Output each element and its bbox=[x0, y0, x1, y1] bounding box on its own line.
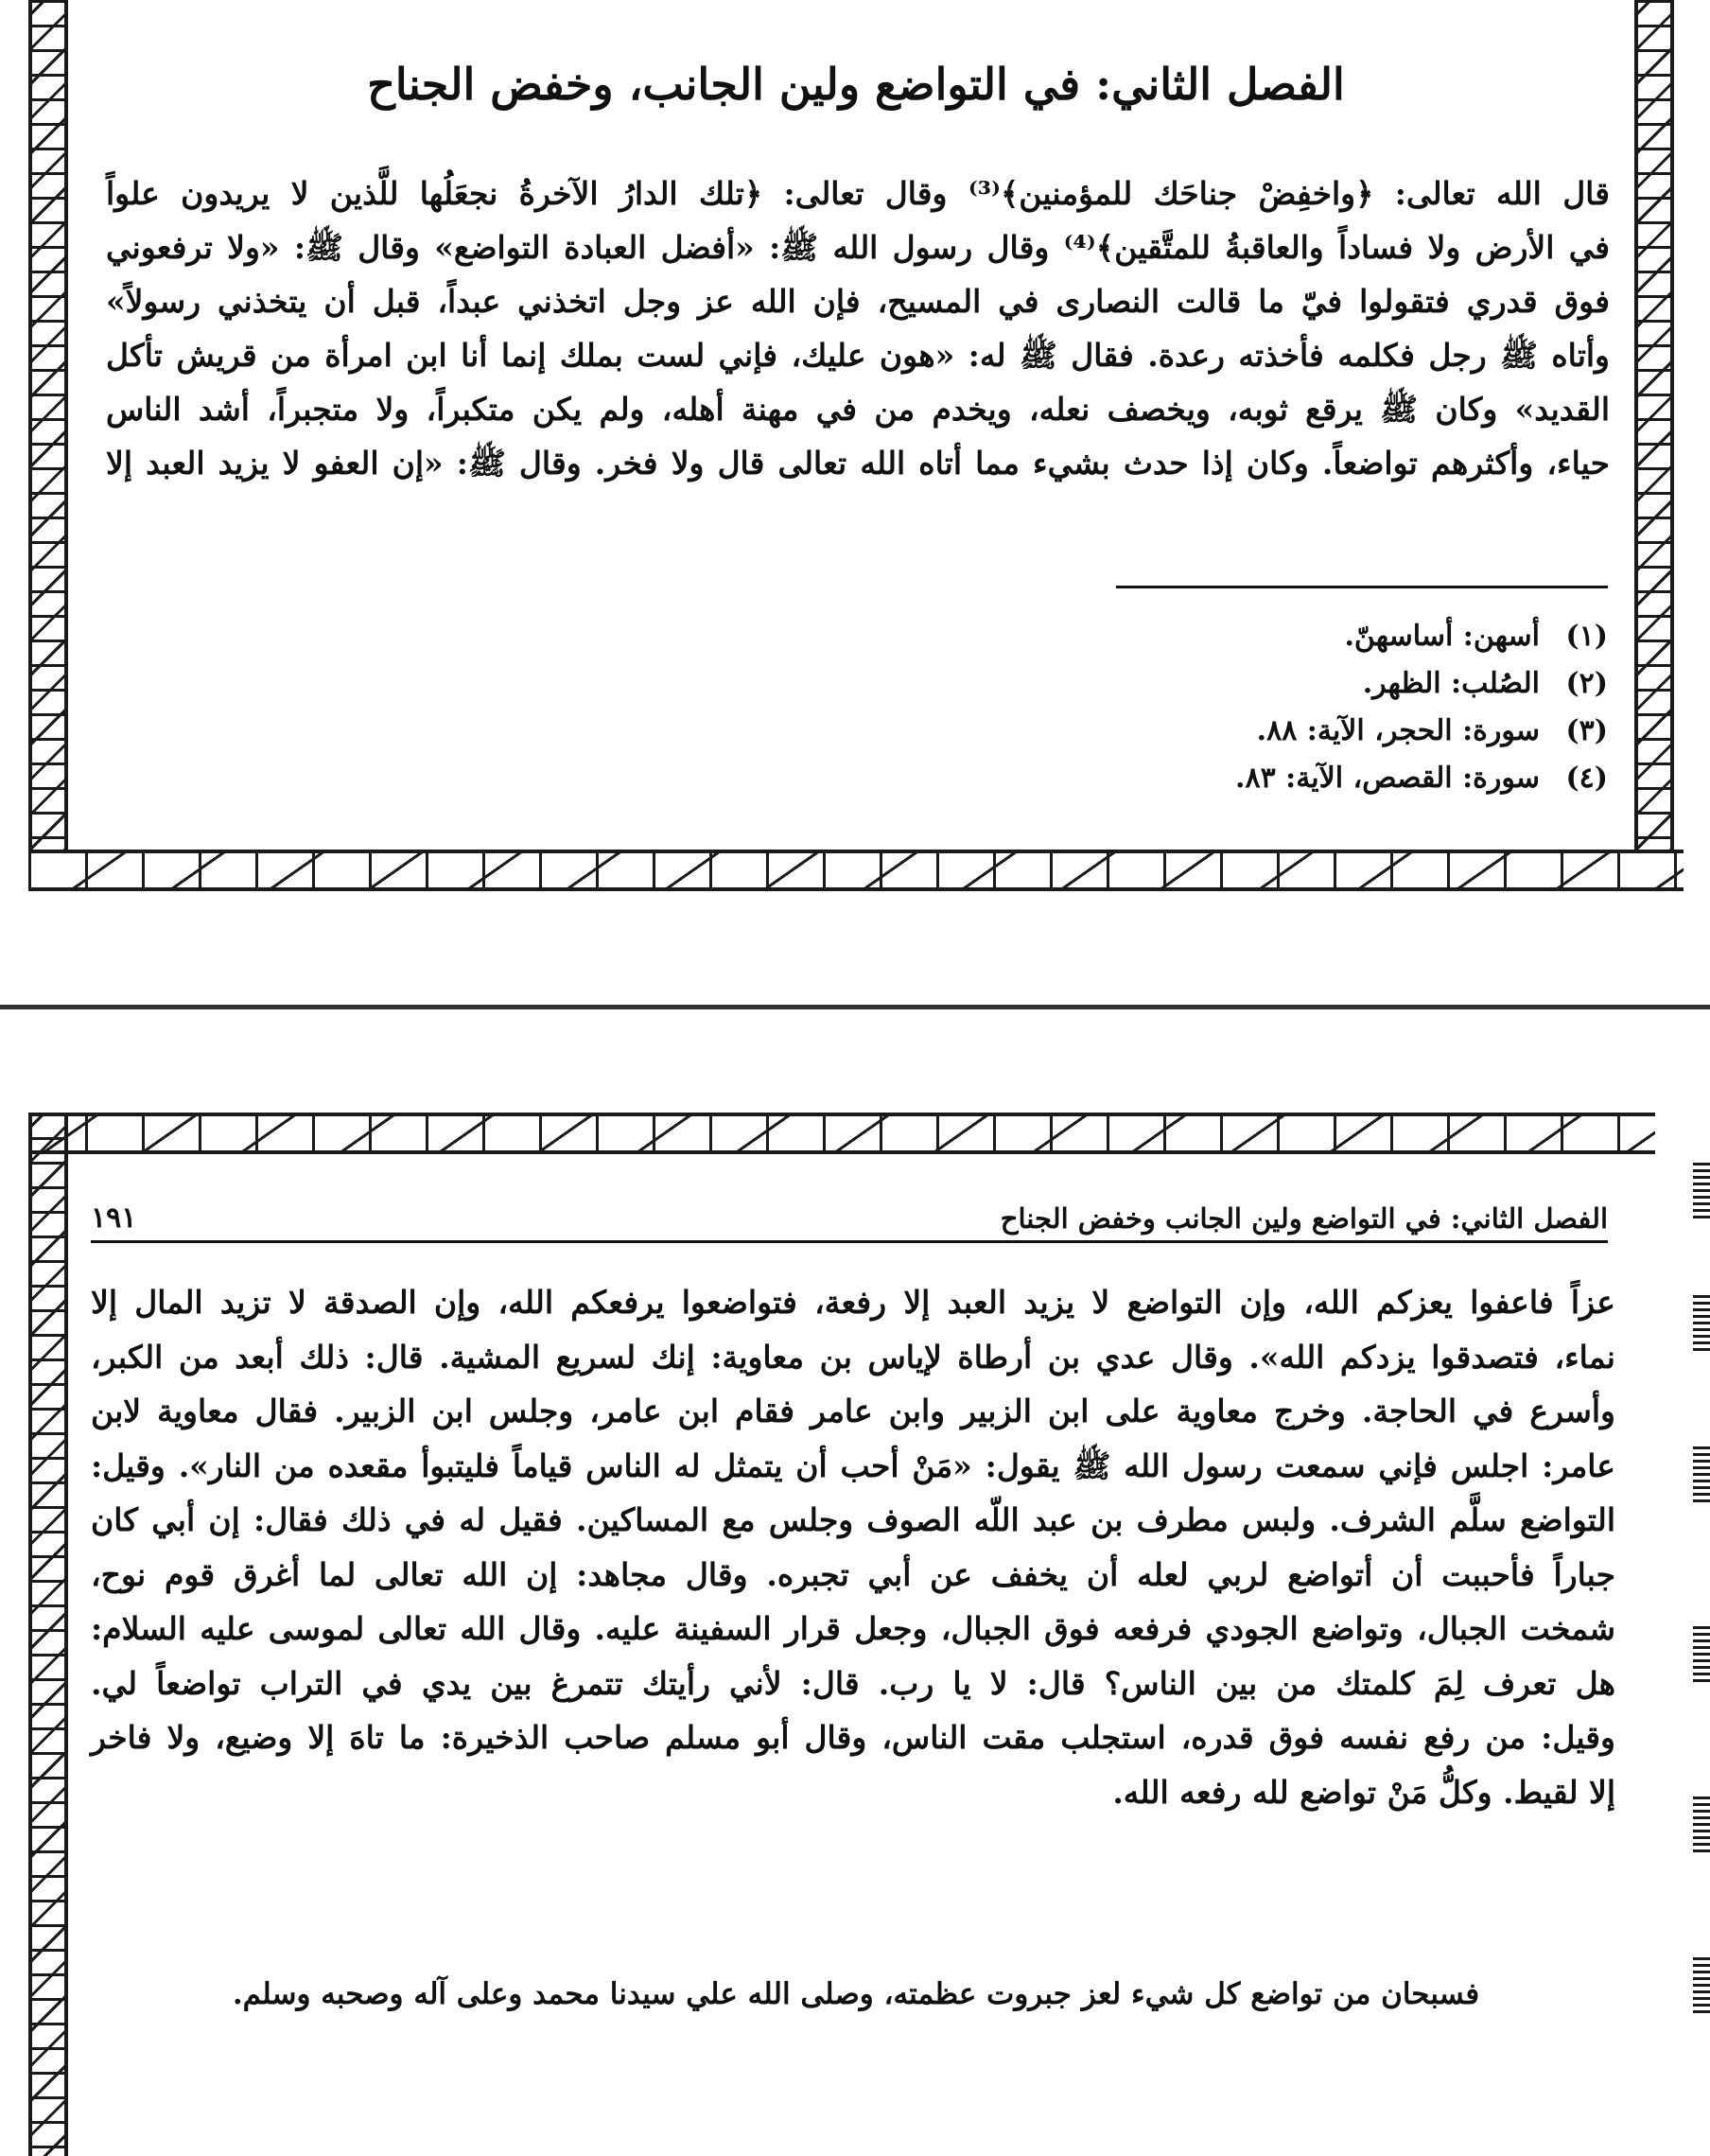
bottom-body-text bbox=[91, 1275, 1615, 1819]
body-line: فوق قدري فتقولوا فيّ ما قالت النصارى في المسيح، فإن الله عز وجل اتخذني عبداً، قبل أن يتخذني رسولاً» bbox=[106, 283, 1610, 320]
top-body-text bbox=[106, 167, 1610, 490]
footnote-text: أسهن: أساسهنّ. bbox=[1344, 620, 1540, 653]
ornamental-border-top bbox=[28, 1113, 1655, 1154]
chapter-title: الفصل الثاني: في التواضع ولين الجانب، وخفض الجناح bbox=[367, 59, 1345, 110]
page-separator bbox=[0, 1005, 1710, 1009]
running-header-title: الفصل الثاني: في التواضع ولين الجانب وخفض الجناح bbox=[1000, 1202, 1608, 1235]
footnote-1 bbox=[1235, 613, 1608, 660]
footnote-number: (١) bbox=[1565, 620, 1608, 653]
ornamental-border-left bbox=[28, 0, 68, 851]
footnote-2 bbox=[1235, 660, 1608, 708]
footnote-text: الصُلب: الظهر. bbox=[1362, 667, 1540, 700]
ornamental-border-left bbox=[28, 1113, 68, 2156]
binding-mark bbox=[1693, 1446, 1710, 1502]
body-line: وقيل: من رفع نفسه فوق قدره، استجلب مقت الناس، وقال أبو مسلم صاحب الذخيرة: ما تاهَ إلا وضيع، ولا فاخر bbox=[91, 1719, 1615, 1756]
top-page bbox=[0, 0, 1710, 901]
body-line: التواضع سلَّم الشرف. ولبس مطرف بن عبد اللّه الصوف وجلس مع المساكين. فقيل له في ذلك فقال: إن أبي كان bbox=[91, 1501, 1615, 1538]
binding-mark bbox=[1693, 1956, 1710, 2013]
binding-mark bbox=[1693, 1625, 1710, 1682]
body-line: في الأرض ولا فساداً والعاقبةُ للمتَّقين﴾⁽⁴⁾ وقال رسول الله ﷺ: «أفضل العبادة التواضع» وقال ﷺ: «ولا ترفعوني bbox=[106, 229, 1610, 266]
body-line: هل تعرف لِمَ كلمتك من بين الناس؟ قال: لا يا رب. قال: لأني رأيتك تتمرغ بين يدي في التراب تواضعاً لي. bbox=[91, 1664, 1615, 1702]
body-line: جباراً فأحببت أن أتواضع لربي لعله أن يخفف عن أبي تجبره. وقال مجاهد: إن الله تعالى لما أغرق قوم نوح، bbox=[91, 1555, 1615, 1593]
ornamental-border-right bbox=[1634, 0, 1674, 851]
body-line: وأتاه ﷺ رجل فكلمه فأخذته رعدة. فقال ﷺ له: «هون عليك، فإني لست بملك إنما أنا ابن امرأة من قريش تأكل bbox=[106, 337, 1610, 374]
body-line: حياء، وأكثرهم تواضعاً. وكان إذا حدث بشيء مما أتاه الله تعالى قال ولا فخر. وقال ﷺ: «إن العفو لا يزيد العبد إلا bbox=[106, 445, 1610, 482]
running-header bbox=[91, 1201, 1608, 1243]
body-line: عامر: اجلس فإني سمعت رسول الله ﷺ يقول: «مَنْ أحب أن يتمثل له الناس قياماً فليتبوأ مقعده من النار». وقيل: bbox=[91, 1446, 1615, 1484]
footnote-number: (٣) bbox=[1565, 714, 1608, 747]
footnote-3 bbox=[1235, 708, 1608, 755]
binding-mark bbox=[1693, 1162, 1710, 1218]
footnote-divider bbox=[1116, 586, 1608, 588]
footnote-text: سورة: القصص، الآية: ٨٣. bbox=[1235, 762, 1540, 795]
closing-line: فسبحان من تواضع كل شيء لعز جبروت عظمته، وصلى الله علي سيدنا محمد وعلى آله وصحبه وسلم. bbox=[232, 1977, 1480, 2011]
footnote-number: (٢) bbox=[1565, 667, 1608, 700]
body-line: وأسرع في الحاجة. وخرج معاوية على ابن الزبير وابن عامر فقام ابن عامر، وجلس ابن الزبير. فقال معاوية لابن bbox=[91, 1393, 1615, 1429]
body-line: القديد» وكان ﷺ يرقع ثوبه، ويخصف نعله، ويخدم من في مهنة أهله، ولم يكن متكبراً، ولا متجبراً، أشد الناس bbox=[106, 391, 1610, 428]
footnote-4 bbox=[1235, 755, 1608, 802]
ornamental-border-bottom bbox=[28, 850, 1684, 891]
body-line: إلا لقيط. وكلُّ مَنْ تواضع لله رفعه الله. bbox=[1112, 1773, 1615, 1811]
footnote-text: سورة: الحجر، الآية: ٨٨. bbox=[1256, 714, 1540, 747]
binding-mark bbox=[1693, 1294, 1710, 1351]
body-line: نماء، فتصدقوا يزدكم الله». وقال عدي بن أرطاة لإياس بن معاوية: إنك لسريع المشية. قال: ذلك أبعد من الكبر، bbox=[91, 1338, 1615, 1376]
footnotes bbox=[1235, 613, 1608, 802]
binding-mark bbox=[1693, 1796, 1710, 1852]
body-line: عزاً فاعفوا يعزكم الله، وإن التواضع لا يزيد العبد إلا رفعة، فتواضعوا يرفعكم الله، وإن الصدقة لا تزيد المال إلا bbox=[91, 1284, 1615, 1321]
footnote-number: (٤) bbox=[1565, 762, 1608, 795]
page-number: ١٩١ bbox=[91, 1201, 137, 1235]
body-line: شمخت الجبال، وتواضع الجودي فرفعه فوق الجبال، وجعل قرار السفينة عليه. وقال الله تعالى لموسى عليه السلام: bbox=[91, 1610, 1615, 1647]
body-line: قال الله تعالى: ﴿واخفِضْ جناحَك للمؤمنين﴾⁽³⁾ وقال تعالى: ﴿تلك الدارُ الآخرةُ نجعَلُها للَّذين لا يريدون علواً bbox=[106, 175, 1610, 212]
